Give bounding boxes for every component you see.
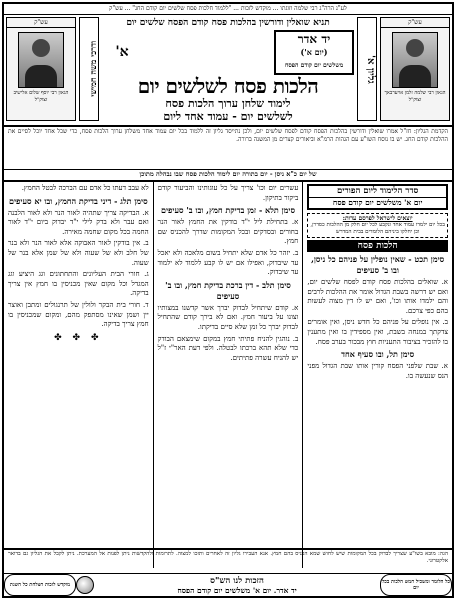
footer-logo-left: מוקדש לזכות חצלחת כל השגת <box>4 574 76 596</box>
halacha-paragraph: א. קודם שיתחיל לבדוק יברך אשר קדשנו במצותיו וצונו על ביעור חמץ. ואם לא בירך קודם שהתחיל לבדוק יברך כל זמן שלא סיים בדיקתו. <box>157 303 299 331</box>
portrait-box-right <box>380 17 450 121</box>
halacha-paragraph: א. בתחילת ליל י"ד בודקין את החמץ לאור הנר בחורים ובסדקים ובכל המקומות שדרך להכניס שם חמץ. <box>157 218 299 246</box>
column-middle <box>154 182 304 568</box>
date-tiny: משלשים יום קודם הפסח <box>284 62 344 69</box>
halacha-paragraph: א. שואלים בהלכות פסח קודם לפסח שלשים יום, ואם יש דרשה בשבת הגדול אומר את ההלכות לרבים והם ילמדו אותו וכו', ואם יש לו דין מצוה לעשות בהם כפי צרכם. <box>307 278 448 315</box>
side-label-left: עש"ק <box>7 18 75 28</box>
column-intro: עשרים יום וכו' צריך על כל עוגותינו והביעור קודם ביקור בתיקון. <box>157 184 299 202</box>
rabbi-portrait-right <box>392 32 438 88</box>
date-row <box>102 30 354 75</box>
name-scroll-text: ודרכי משה חמישי <box>88 41 98 97</box>
column-left <box>4 182 154 568</box>
intro-paragraph: הקדמת הגליון: חז"ל אמרו שואלין ודורשין בהלכות הפסח קודם לפסח שלשים יום, ולכן נתייסד גליון זה ללמוד בכל יום עמוד אחד משלחן ערוך הלכות פסח, כדי שכל אחד יוכל לסיים את ההלכות קודם החג. יש בו נוסח השו"ע עם הגהות הרמ"א וביאורים קצרים מן המשנה ברורה. <box>4 127 452 170</box>
date-box <box>274 30 354 75</box>
siman-heading: סימן תלא - זמן בדיקת חמץ, ובו ב' סעיפים <box>160 205 296 216</box>
rabbi-portrait-left <box>18 32 64 88</box>
notice-box <box>307 213 448 238</box>
footer <box>4 548 452 596</box>
halacha-paragraph: ב. נוהגין להניח פתיתי חמץ במקום שימצאם הבודק כדי שלא תהא ברכתו לבטלה. ולפי דעת האר"י ז"ל יש להניח עשרה פתיתים. <box>157 334 299 362</box>
halacha-paragraph: א. שבת שלפני הפסח קורין אותו שבת הגדול מפני הנס שנעשה בו. <box>307 362 448 380</box>
schedule-subtitle: יום א' משלשים יום קודם פסח <box>332 198 423 207</box>
schedule-title: סדר הלימוד ליום הפורים <box>309 186 446 198</box>
footer-slogan-top: הזכות לנו הש"ס <box>210 575 264 586</box>
notice-text: בכל יום ילמדו עמוד אחד ונקבע לכל יום חלק מן ההלכות כסדרן, וכן יחלקו ביניהם הלומדים בבית המדרש <box>310 222 445 235</box>
issue-scroll-text: גליון א' <box>365 54 376 84</box>
title-line-2: לימוד שלחן ערוך הלכות פסח <box>165 97 291 110</box>
masthead <box>4 15 452 127</box>
portrait-box-left <box>6 17 76 121</box>
notice-title: יוצאים לישראל לפרסם עדות: <box>342 215 413 222</box>
halacha-paragraph: ב. אין נופלים על פניהם כל חדש ניסן, ואין אומרים צדקתך במנחה בשבת, ואין מספידין בו ואין מתענין בו להזכיר בציבור התעניות חוץ מבכור בערב פסח. <box>307 318 448 346</box>
side-label-right: עש"ק <box>381 18 449 28</box>
footer-logo-right: כל הלומד ומשכיל חמש הלכות בכל יום <box>380 574 452 596</box>
main-title: הלכות פסח לשלשים יום <box>137 74 319 98</box>
title-line-3: לשלשים יום - עמוד אחד ליום <box>163 110 293 123</box>
name-scroll-left <box>79 17 99 121</box>
footer-slogan <box>94 576 380 595</box>
newsletter-page <box>2 2 454 598</box>
top-dedication-line: לע"נ הרה"ג רבי שלמה וזוגתו ... מוקדש לזכות ... "ללמוד חלכות פסח שלשים יום קודם החג" ... עש"ק <box>4 4 452 15</box>
portrait-caption-right: הגאון רבי שלמה זלמן אויערבאך זצוק"ל <box>384 90 446 103</box>
halacha-paragraph: ג. חורי הבית העליונים והתחתונים וגג היציע וגג המגדל וכל מקום שאין מכניסין בו חמץ אין צריך בדיקה. <box>7 270 149 298</box>
dedication-strip: של יום כ"א ניסן - יום בתורה יום לימוד הלכות פסח שבו נבהלה מתוכן <box>4 170 452 182</box>
text-columns <box>4 182 452 568</box>
decorative-stars: ✤ ✤ ✤ <box>54 332 103 343</box>
halacha-paragraph: ב. אין בודקין לאור האבוקה אלא לאור הנר ולא בנר של חלב ולא של שעוה ולא של שמן אלא בנר של שעוה. <box>7 239 149 267</box>
issue-number-label: א' <box>115 44 129 60</box>
column-right <box>303 182 452 568</box>
halacha-paragraph: ב. יזהר כל אדם שלא יתחיל בשום מלאכה ולא יאכל עד שיבדוק, ואפילו אם יש לו קבע ללמוד לא ילמוד עד שיבדוק. <box>157 248 299 277</box>
siman-heading: סימן תלג - דיני בדיקת החמץ, ובו יא סעיפים <box>8 195 148 206</box>
globe-icon <box>76 576 94 594</box>
masthead-subtitle: תניא שואלין ודורשין בהלכות פסח קודם הפסח שלשים יום <box>126 18 330 28</box>
date-small: (יום א') <box>300 47 328 57</box>
study-schedule-box <box>307 184 448 210</box>
footer-text: הגה: מובא בשו"ע שצריך לבדוק בכל המקומות שיש לחוש שמא הכניס בהם חמץ. אנא העבירו גליון זה לאחרים ותזכו למצוה. לתרומות ולהקדשות ניתן לפנות אל המערכת. ניתן לקבל את הגליון גם בדואר אלקטרוני. <box>8 551 448 564</box>
footer-band <box>4 573 452 596</box>
section-header-pesach: הלכות פסח <box>307 240 448 252</box>
siman-heading: סימן תכט - שאין נופלין על פניהם כל ניסן, ובו ב' סעיפים <box>311 254 445 275</box>
footer-slogan-bottom: יד אדר. יום א' משלשים יום קודם הפסח <box>177 585 297 595</box>
halacha-paragraph: א. הבדיקה צריך שתהיה לאור הנר ולא לאור הלבנה ואם עבר ולא בדק לילי י"ד יבדוק ביום י"ד לאור החמה בכל מקום שחמה מאירה. <box>7 208 149 236</box>
date-big: יד אדר <box>297 32 331 46</box>
siman-heading: סימן תלב - דין ברכת בדיקת חמץ, ובו ב' סעיפים <box>165 279 291 301</box>
portrait-caption-left: הגאון רבי יוסף שלום אלישיב זצוק"ל <box>13 90 69 103</box>
masthead-center <box>102 15 354 123</box>
halacha-paragraph: ד. חורי בית הבקר ולולין של תרנגולים ומתבן ואוצר יין ושמן שאינו מסתפק מהם, ומקום שמכניסין בו חמץ צריך בדיקה. <box>7 300 149 329</box>
siman-heading: סימן תל, ובו סעיף אחד <box>341 349 415 360</box>
column-intro: לא עבב דעתו כל אדם עם הברכה לבטל החמץ. <box>21 184 149 192</box>
issue-scroll-right <box>357 17 377 121</box>
